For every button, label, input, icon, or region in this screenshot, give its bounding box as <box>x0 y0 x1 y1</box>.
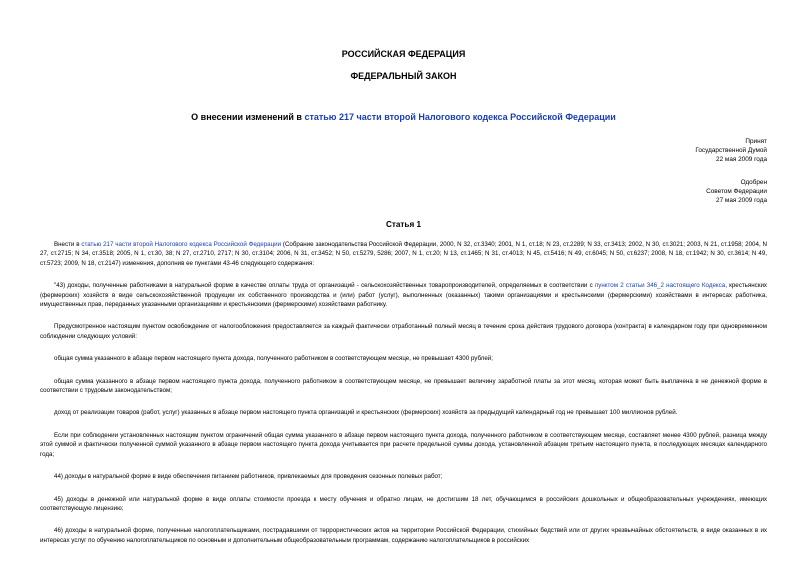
approved-label: Одобрен <box>740 179 767 186</box>
paragraph-3: Предусмотренное настоящим пунктом освобождение от налогообложения предоставляется за каждый фактически отработанный полный месяц в течение срока действия трудового договора (контракта) в календарном году при одновременном соблюдении следующих условий: <box>40 323 767 340</box>
paragraph-4: общая сумма указанного в абзаце первом настоящего пункта дохода, полученного работником в соответствующем месяце, не превышает 4300 рублей; <box>54 355 493 363</box>
document-page <box>40 0 767 545</box>
approved-block <box>40 178 767 205</box>
article-heading: Статья 1 <box>385 220 422 229</box>
doc-type-heading: ФЕДЕРАЛЬНЫЙ ЗАКОН <box>350 71 457 81</box>
accepted-label: Принят <box>745 138 767 145</box>
p2-link[interactable]: пунктом 2 статьи 346_2 настоящего Кодекса <box>594 282 726 290</box>
p2-suffix: , крестьянских (фермерских) хозяйств в виде сельскохозяйственной продукции их собственного производства и (или) работ (услуг), выполненных (оказанных) такими организациями и крестьянскими (фермерскими) хозяйствами в интересах работника, имущественных прав, переданных указанными организациями и крестьянскими (фермерскими) хозяйствами работнику. <box>40 282 767 309</box>
p1-suffix: (Собрание законодательства Российской Федерации, 2000, N 32, ст.3340; 2001, N 1, ст.18; N 23, ст.2289; N 33, ст.3413; 2002, N 30, ст.3021; 2003, N 21, ст.1958; 2004, N 27, ст.2715; N 34, ст.3518; 2005, N 1, ст.30, 38; N 27, ст.2710, 2717; N 30, ст.3104; 2006, N 31, ст.3452; N 50, ст.5279, 5286; 2007, N 1, ст.20; N 13, ст.1465; N 31, ст.4013; N 45, ст.5416; N 49, ст.6045; N 50, ст.6237; 2008, N 18, ст.1942; N 30, ст.3614; N 49, ст.5723; 2009, N 18, ст.2147) изменения, дополнив ее пунктами 43-46 следующего содержания: <box>40 241 767 267</box>
paragraph-10: 46) доходы в натуральной форме, полученные налогоплательщиками, пострадавшими от террористических актов на территории Российской Федерации, стихийных бедствий или от других чрезвычайных обстоятельств, в виде оказанных в их интересах услуг по обучению налогоплательщиков по основным и дополнительным общеобразовательным программам, содержанию налогоплательщиков в российских <box>40 527 767 544</box>
law-title <box>40 112 767 122</box>
p2-prefix: "43) доходы, полученные работниками в натуральной форме в качестве оплаты труда от организаций - сельскохозяйственных товаропроизводителей, определяемых в соответствии с <box>54 282 595 290</box>
paragraph-1 <box>40 240 767 268</box>
paragraph-5: общая сумма указанного в абзаце первом настоящего пункта дохода, полученного работником в соответствующем месяце, не превышает величину заработной платы за этот месяц, которая может быть выплачена в не денежной форме в соответствии с трудовым законодательством; <box>40 377 767 395</box>
title-link[interactable]: статью 217 части второй Налогового кодекса Российской Федерации <box>304 112 616 122</box>
paragraph-2 <box>40 281 767 309</box>
paragraph-9: 45) доходы в денежной или натуральной форме в виде оплаты стоимости проезда к месту обучения и обратно лицам, не достигшим 18 лет, обучающимся в российских дошкольных и общеобразовательных учреждениях, имеющих соответствующую лицензию; <box>40 495 767 512</box>
accepted-block <box>40 137 767 164</box>
approved-date: 27 мая 2009 года <box>716 197 767 204</box>
paragraph-8: 44) доходы в натуральной форме в виде обеспечения питанием работников, привлекаемых для проведения сезонных полевых работ; <box>54 473 443 481</box>
p1-prefix: Внести в <box>54 241 82 248</box>
paragraph-6: доход от реализации товаров (работ, услуг) указанных в абзаце первом настоящего пункта организаций и крестьянских (фермерских) хозяйств за предыдущий календарный год не превышает 100 миллионов рублей. <box>54 409 678 417</box>
p1-link[interactable]: статью 217 части второй Налогового кодекса Российской Федерации <box>81 241 282 248</box>
paragraph-7: Если при соблюдении установленных настоящим пунктом ограничений общая сумма указанного в абзаце первом настоящего пункта дохода, полученного работником в соответствующем месяце, составляет менее 4300 рублей, разница между этой суммой и фактически полученной суммой указанного в абзаце первом настоящего пункта дохода учитывается при расчете предельной суммы дохода, установленной абзацем третьим настоящего пункта, в последующих месяцах календарного года; <box>40 431 767 458</box>
country-heading: РОССИЙСКАЯ ФЕДЕРАЦИЯ <box>341 49 466 59</box>
title-prefix: О внесении изменений в <box>191 112 305 122</box>
accepted-body: Государственной Думой <box>695 147 767 154</box>
accepted-date: 22 мая 2009 года <box>716 156 767 163</box>
approved-body: Советом Федерации <box>706 188 767 195</box>
